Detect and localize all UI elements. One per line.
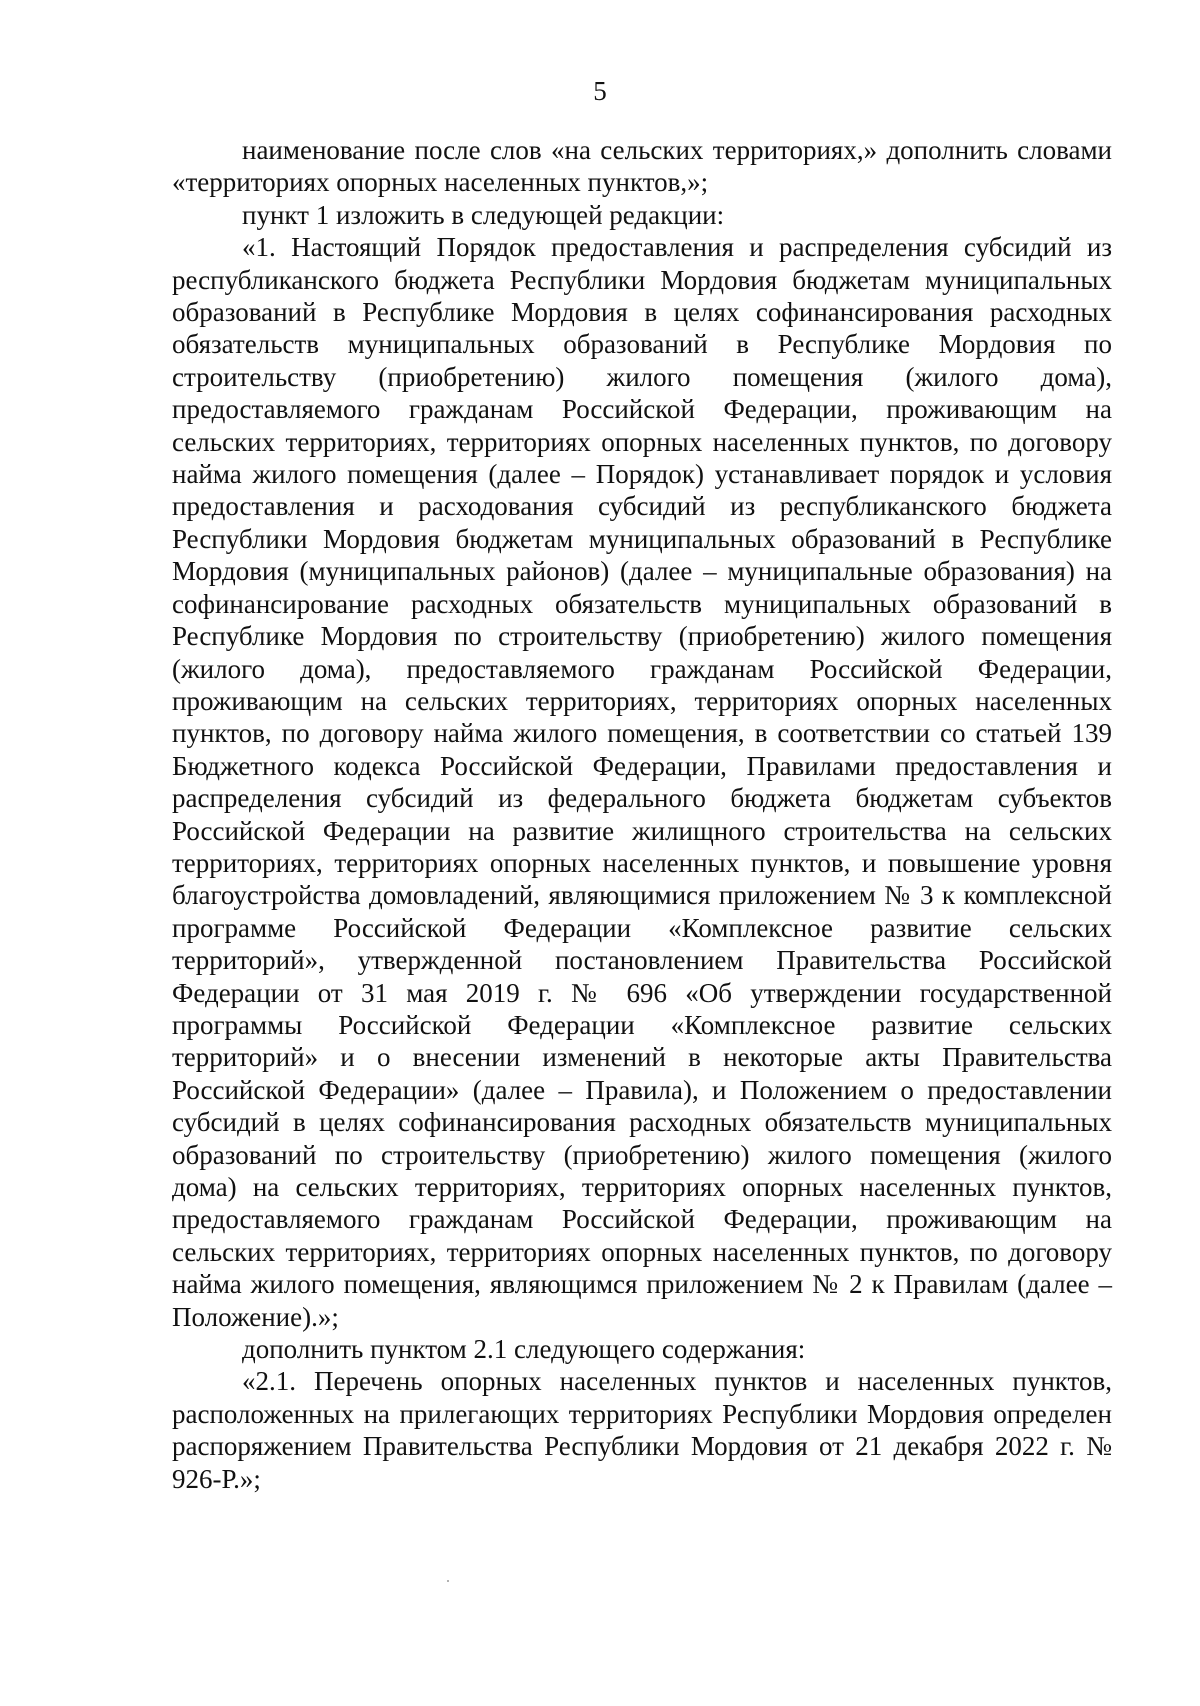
paragraph-point-1-intro: пункт 1 изложить в следующей редакции: xyxy=(242,199,725,230)
paragraph-point-1-text: «1. Настоящий Порядок предоставления и распределения субсидий из республиканского бюджета Республики Мордовия бюджетам муниципальных образований в Республике Мордовия в целях софинансирования расходных обязательств муниципальных образований в Республике Мордовия по строительству (приобретению) жилого помещения (жилого дома), предоставляемого гражданам Российской Федерации, проживающим на сельских территориях, территориях опорных населенных пунктов, по договору найма жилого помещения (далее – Порядок) устанавливает порядок и условия предоставления и расходования субсидий из республиканского бюджета Республики Мордовия бюджетам муниципальных образований в Республике Мордовия (муниципальных районов) (далее – муниципальные образования) на софинансирование расходных обязательств муниципальных образований в Республике Мордовия по строительству (приобретению) жилого помещения (жилого дома), предоставляемого гражданам Российской Федерации, проживающим на сельских территориях, территориях опорных населенных пунктов, по договору найма жилого помещения, в соответствии со статьей 139 Бюджетного кодекса Российской Федерации, Правилами предоставления и распределения субсидий из федерального бюджета бюджетам субъектов Российской Федерации на развитие жилищного строительства на сельских территориях, территориях опорных населенных пунктов, и повышение уровня благоустройства домовладений, являющимися приложением № 3 к комплексной программе Российской Федерации «Комплексное развитие сельских территорий», утвержденной постановлением Правительства Российской Федерации от 31 мая 2019 г. № 696 «Об утверждении государственной программы Российской Федерации «Комплексное развитие сельских территорий» и о внесении изменений в некоторые акты Правительства Российской Федерации» (далее – Правила), и Положением о предоставлении субсидий в целях софинансирования расходных обязательств муниципальных образований по строительству (приобретению) жилого помещения (жилого дома) на сельских территориях, территориях опорных населенных пунктов, предоставляемого гражданам Российской Федерации, проживающим на сельских территориях, территориях опорных населенных пунктов, по договору найма жилого помещения, являющимся приложением № 2 к Правилам (далее – Положение).»; xyxy=(172,232,1112,1332)
scan-speck xyxy=(447,1580,449,1582)
paragraph-point-2-1-text: «2.1. Перечень опорных населенных пунктов и населенных пунктов, расположенных на прилегающих территориях Республики Мордовия определен распоряжением Правительства Республики Мордовия от 21 декабря 2022 г. № 926-Р.»; xyxy=(172,1366,1112,1494)
paragraph-name-amendment: наименование после слов «на сельских территориях,» дополнить словами «территориях опорных населенных пунктов,»; xyxy=(172,135,1112,198)
paragraph-point-2-1-intro: дополнить пунктом 2.1 следующего содержания: xyxy=(242,1334,806,1365)
document-body xyxy=(172,134,1112,1495)
page-number: 5 xyxy=(593,76,607,106)
